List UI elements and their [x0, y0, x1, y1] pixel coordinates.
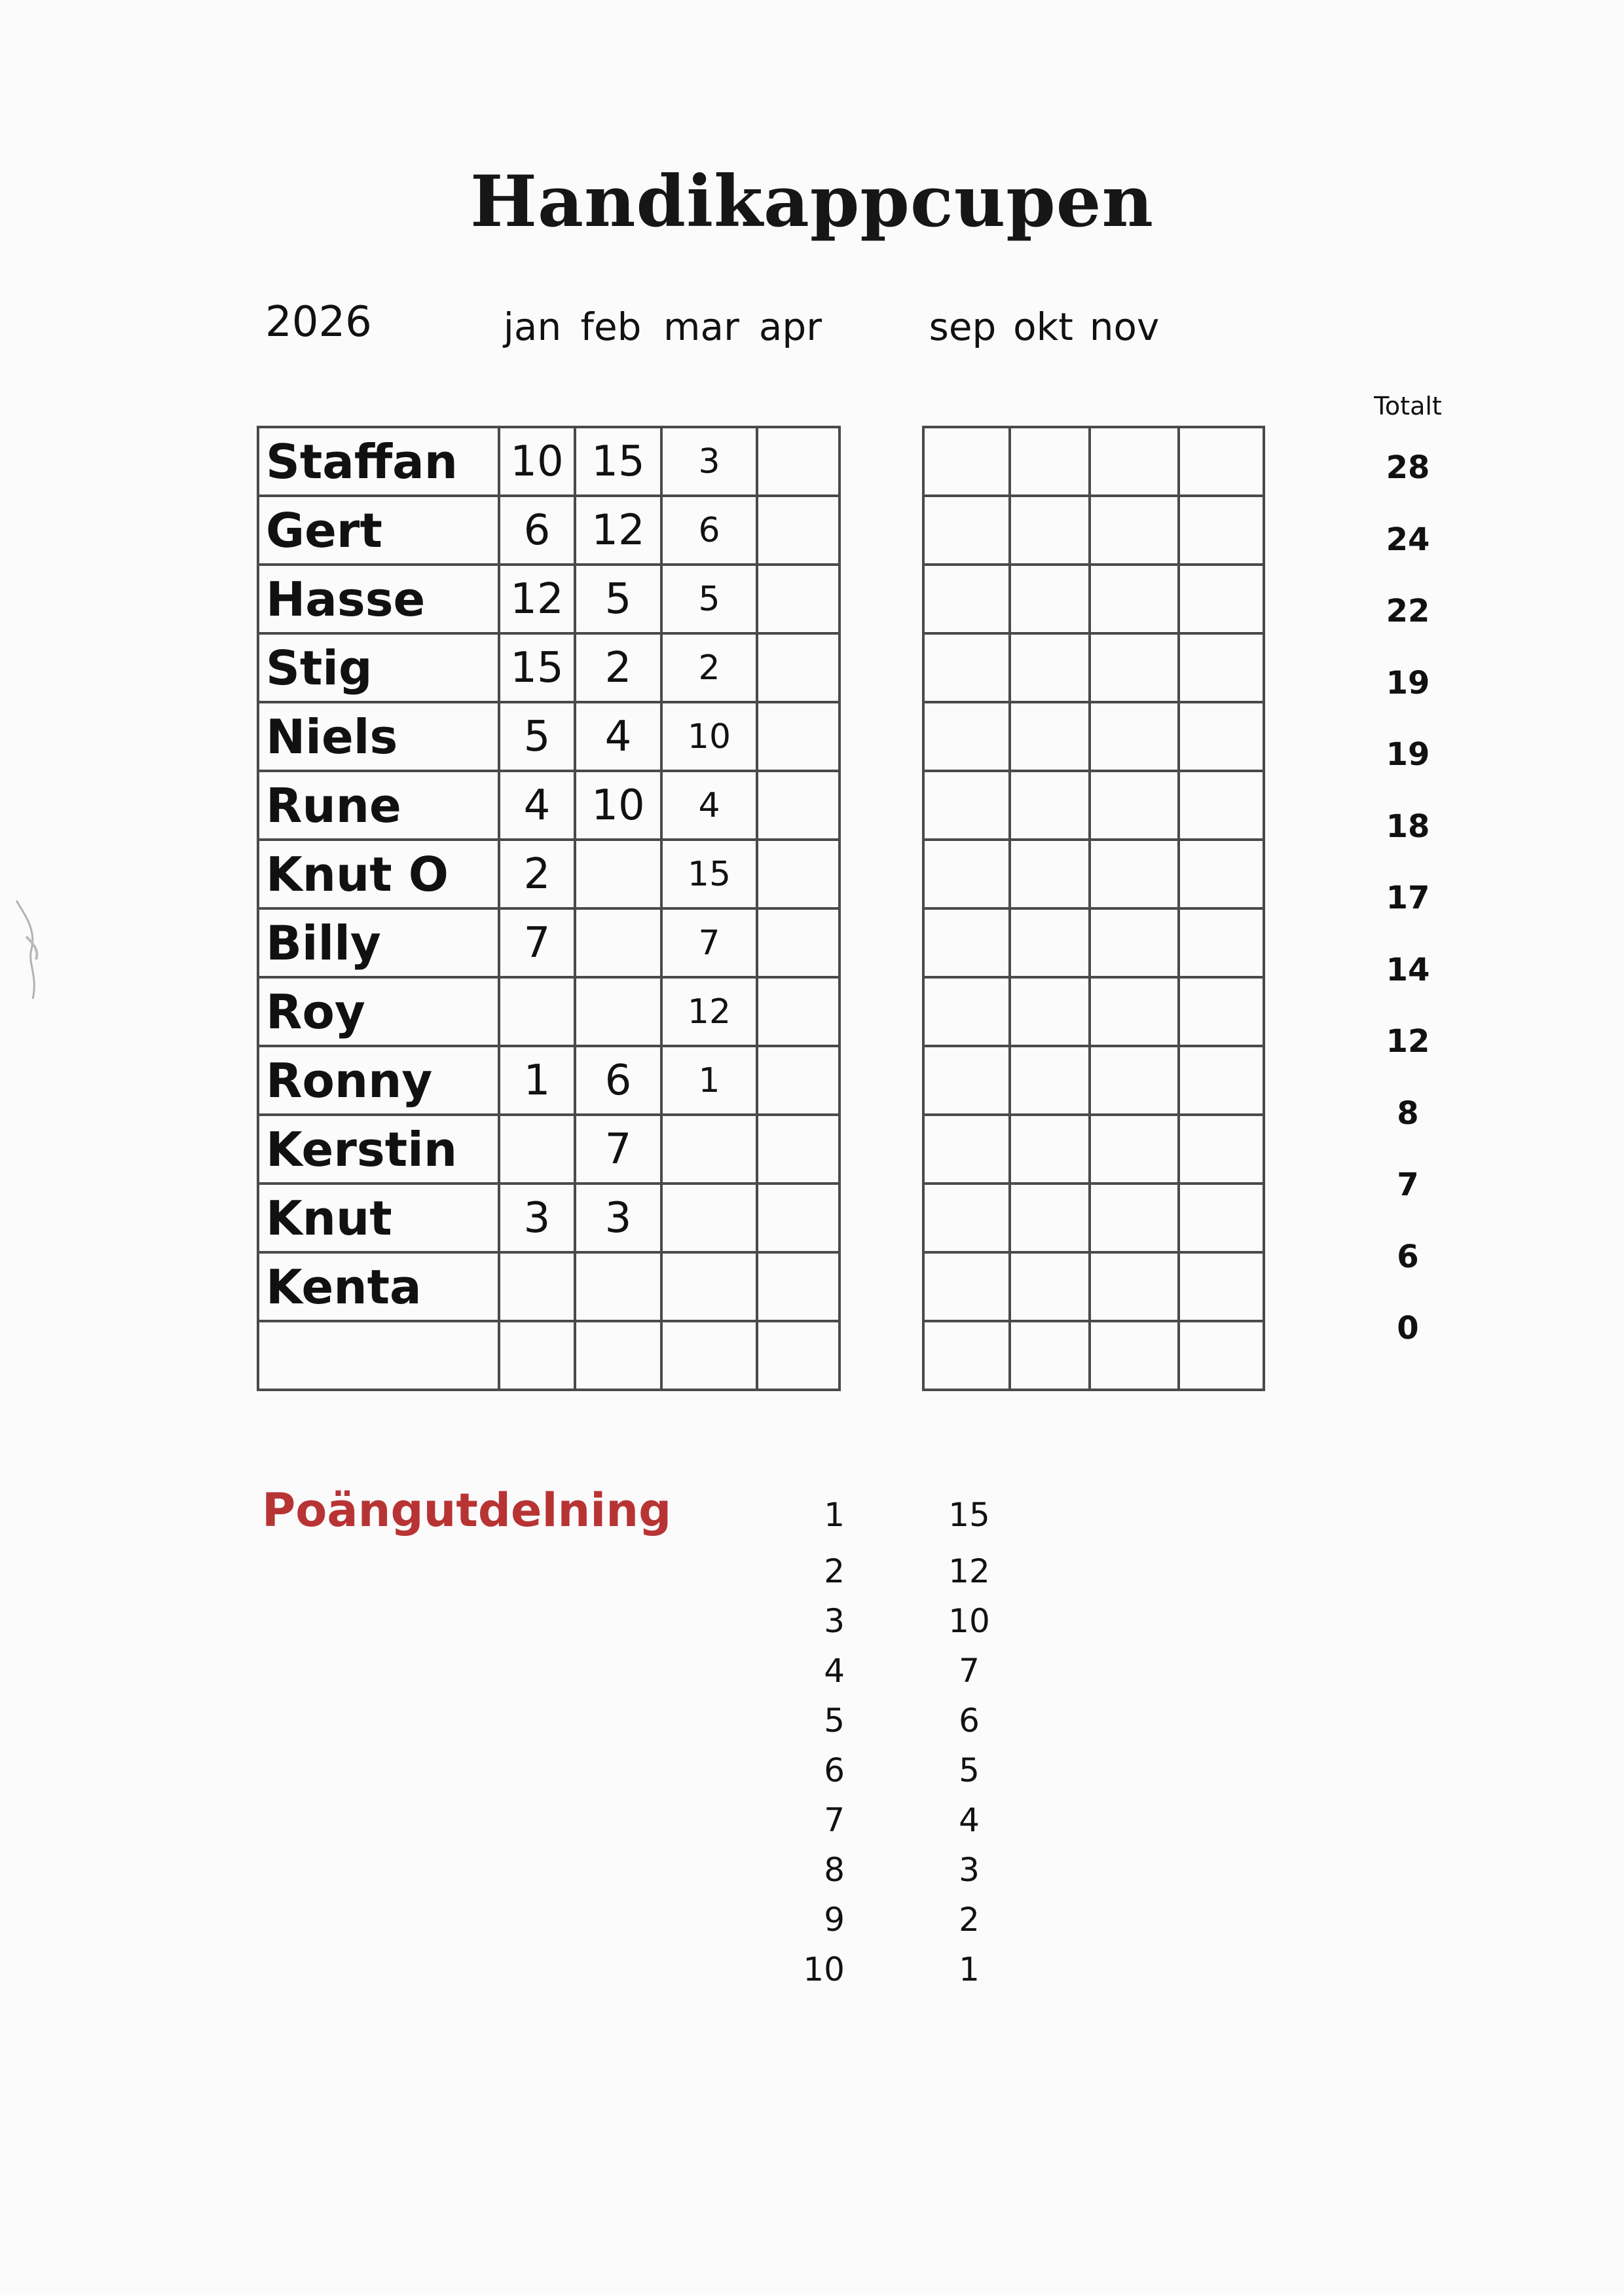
- player-total: 22: [1386, 593, 1430, 629]
- score-jan: 15: [499, 633, 575, 702]
- month-apr: apr: [758, 305, 822, 349]
- player-row: [258, 427, 840, 496]
- autumn-score-cell: [1179, 1115, 1264, 1184]
- autumn-score-cell: [1010, 1046, 1090, 1115]
- autumn-score-cell: [1090, 633, 1179, 702]
- player-total: 28: [1386, 449, 1430, 486]
- score-jan: 10: [499, 427, 575, 496]
- score-apr: [757, 1321, 840, 1390]
- score-table-spring: [257, 426, 841, 1391]
- autumn-score-cell: [1179, 771, 1264, 840]
- points-value: 2: [959, 1901, 980, 1939]
- autumn-score-cell: [923, 840, 1010, 908]
- scan-smudge: [13, 897, 43, 1002]
- player-name: [258, 1321, 499, 1390]
- autumn-score-cell: [1179, 702, 1264, 771]
- points-row: [773, 1895, 1008, 1945]
- totalt-label: Totalt: [1374, 392, 1442, 420]
- place-number: 8: [824, 1851, 845, 1889]
- autumn-score-cell: [1179, 496, 1264, 565]
- autumn-score-cell: [1090, 702, 1179, 771]
- score-jan: 4: [499, 771, 575, 840]
- score-apr: [757, 1115, 840, 1184]
- autumn-row: [923, 496, 1264, 565]
- score-apr: [757, 840, 840, 908]
- place-number: 9: [824, 1901, 845, 1939]
- score-apr: [757, 565, 840, 633]
- autumn-score-cell: [1010, 1321, 1090, 1390]
- autumn-score-cell: [923, 1252, 1010, 1321]
- score-feb: 4: [575, 702, 661, 771]
- place-number: 6: [824, 1751, 845, 1789]
- points-row: [773, 1795, 1008, 1845]
- autumn-score-cell: [1179, 1046, 1264, 1115]
- score-apr: [757, 1252, 840, 1321]
- month-feb: feb: [580, 305, 642, 349]
- autumn-row: [923, 702, 1264, 771]
- autumn-score-cell: [1010, 908, 1090, 977]
- autumn-score-cell: [923, 427, 1010, 496]
- player-row: [258, 771, 840, 840]
- player-name: Knut O: [258, 840, 499, 908]
- place-number: 3: [824, 1602, 845, 1640]
- score-mar: 15: [661, 840, 757, 908]
- score-feb: 15: [575, 427, 661, 496]
- player-total: 0: [1397, 1310, 1419, 1347]
- player-row: [258, 840, 840, 908]
- points-distribution: [773, 1483, 1008, 1994]
- score-mar: 10: [661, 702, 757, 771]
- player-name: Billy: [258, 908, 499, 977]
- score-mar: 5: [661, 565, 757, 633]
- autumn-score-cell: [1010, 1252, 1090, 1321]
- player-row: [258, 1252, 840, 1321]
- score-feb: 5: [575, 565, 661, 633]
- score-jan: [499, 1321, 575, 1390]
- autumn-score-cell: [1179, 840, 1264, 908]
- score-mar: 7: [661, 908, 757, 977]
- autumn-score-cell: [923, 1184, 1010, 1252]
- score-feb: 2: [575, 633, 661, 702]
- score-feb: 3: [575, 1184, 661, 1252]
- points-value: 7: [959, 1652, 980, 1690]
- score-jan: 12: [499, 565, 575, 633]
- autumn-score-cell: [1090, 427, 1179, 496]
- score-mar: [661, 1115, 757, 1184]
- place-number: 1: [824, 1496, 845, 1534]
- autumn-score-cell: [923, 565, 1010, 633]
- points-row: [773, 1483, 1008, 1546]
- autumn-score-cell: [923, 771, 1010, 840]
- score-apr: [757, 908, 840, 977]
- points-value: 15: [948, 1496, 990, 1534]
- autumn-row: [923, 1184, 1264, 1252]
- points-value: 1: [959, 1950, 980, 1988]
- autumn-row: [923, 908, 1264, 977]
- points-value: 6: [959, 1702, 980, 1740]
- place-number: 2: [824, 1552, 845, 1590]
- points-heading: Poängutdelning: [262, 1483, 672, 1537]
- score-apr: [757, 1046, 840, 1115]
- score-jan: 6: [499, 496, 575, 565]
- autumn-row: [923, 771, 1264, 840]
- autumn-row: [923, 565, 1264, 633]
- player-row: [258, 908, 840, 977]
- autumn-score-cell: [923, 908, 1010, 977]
- player-row: [258, 977, 840, 1046]
- score-mar: 6: [661, 496, 757, 565]
- autumn-score-cell: [1090, 565, 1179, 633]
- points-row: [773, 1646, 1008, 1696]
- autumn-score-cell: [923, 977, 1010, 1046]
- player-row: [258, 496, 840, 565]
- autumn-row: [923, 1252, 1264, 1321]
- score-mar: [661, 1184, 757, 1252]
- autumn-score-cell: [1090, 1321, 1179, 1390]
- autumn-score-cell: [1010, 977, 1090, 1046]
- score-apr: [757, 427, 840, 496]
- player-total: 6: [1397, 1238, 1419, 1275]
- autumn-row: [923, 1321, 1264, 1390]
- score-jan: 2: [499, 840, 575, 908]
- score-mar: 2: [661, 633, 757, 702]
- score-feb: 6: [575, 1046, 661, 1115]
- autumn-score-cell: [923, 1115, 1010, 1184]
- player-name: Hasse: [258, 565, 499, 633]
- autumn-score-cell: [1090, 977, 1179, 1046]
- autumn-row: [923, 1115, 1264, 1184]
- points-row: [773, 1745, 1008, 1795]
- autumn-score-cell: [1010, 1115, 1090, 1184]
- autumn-score-cell: [1090, 1252, 1179, 1321]
- score-feb: [575, 908, 661, 977]
- player-total: 14: [1386, 951, 1430, 988]
- player-name: Staffan: [258, 427, 499, 496]
- points-value: 4: [959, 1801, 980, 1839]
- autumn-score-cell: [1179, 1321, 1264, 1390]
- player-name: Roy: [258, 977, 499, 1046]
- place-number: 5: [824, 1702, 845, 1740]
- score-mar: [661, 1252, 757, 1321]
- score-jan: [499, 1252, 575, 1321]
- player-row: [258, 1184, 840, 1252]
- autumn-score-cell: [1010, 565, 1090, 633]
- player-name: Kenta: [258, 1252, 499, 1321]
- score-feb: [575, 1252, 661, 1321]
- score-apr: [757, 633, 840, 702]
- page-title: Handikappcupen: [470, 160, 1154, 243]
- autumn-score-cell: [1090, 1046, 1179, 1115]
- player-total: 8: [1397, 1094, 1419, 1132]
- score-apr: [757, 771, 840, 840]
- autumn-score-cell: [1090, 840, 1179, 908]
- autumn-score-cell: [923, 496, 1010, 565]
- player-name: Stig: [258, 633, 499, 702]
- autumn-score-cell: [1010, 633, 1090, 702]
- autumn-score-cell: [923, 702, 1010, 771]
- score-feb: 10: [575, 771, 661, 840]
- player-total: 19: [1386, 736, 1430, 773]
- player-row: [258, 1115, 840, 1184]
- score-feb: 12: [575, 496, 661, 565]
- autumn-row: [923, 840, 1264, 908]
- autumn-score-cell: [1090, 908, 1179, 977]
- player-name: Gert: [258, 496, 499, 565]
- score-feb: [575, 1321, 661, 1390]
- autumn-score-cell: [1090, 771, 1179, 840]
- points-value: 3: [959, 1851, 980, 1889]
- player-total: 24: [1386, 521, 1430, 558]
- autumn-score-cell: [1010, 427, 1090, 496]
- points-row: [773, 1546, 1008, 1596]
- points-value: 5: [959, 1751, 980, 1789]
- autumn-score-cell: [1179, 977, 1264, 1046]
- autumn-score-cell: [1179, 1252, 1264, 1321]
- player-row: [258, 565, 840, 633]
- score-jan: 3: [499, 1184, 575, 1252]
- points-row: [773, 1696, 1008, 1745]
- player-row: [258, 633, 840, 702]
- points-row: [773, 1945, 1008, 1994]
- month-mar: mar: [663, 305, 739, 349]
- score-jan: 1: [499, 1046, 575, 1115]
- totals-column: [1369, 432, 1447, 1436]
- player-row: [258, 702, 840, 771]
- score-table-autumn: [922, 426, 1265, 1391]
- autumn-score-cell: [1090, 1115, 1179, 1184]
- place-number: 4: [824, 1652, 845, 1690]
- autumn-score-cell: [923, 633, 1010, 702]
- autumn-row: [923, 977, 1264, 1046]
- player-total: 17: [1386, 880, 1430, 916]
- player-name: Ronny: [258, 1046, 499, 1115]
- year-label: 2026: [265, 298, 372, 346]
- score-feb: 7: [575, 1115, 661, 1184]
- autumn-score-cell: [1010, 771, 1090, 840]
- month-jan: jan: [503, 305, 562, 349]
- score-apr: [757, 977, 840, 1046]
- autumn-row: [923, 1046, 1264, 1115]
- score-feb: [575, 977, 661, 1046]
- score-jan: 5: [499, 702, 575, 771]
- score-jan: [499, 1115, 575, 1184]
- autumn-score-cell: [1179, 633, 1264, 702]
- autumn-score-cell: [1179, 565, 1264, 633]
- score-jan: [499, 977, 575, 1046]
- player-total: 12: [1386, 1023, 1430, 1060]
- score-mar: 12: [661, 977, 757, 1046]
- autumn-score-cell: [1010, 840, 1090, 908]
- autumn-score-cell: [923, 1046, 1010, 1115]
- score-feb: [575, 840, 661, 908]
- place-number: 10: [803, 1950, 845, 1988]
- player-name: Knut: [258, 1184, 499, 1252]
- autumn-score-cell: [1179, 908, 1264, 977]
- autumn-score-cell: [1179, 1184, 1264, 1252]
- points-row: [773, 1845, 1008, 1895]
- autumn-row: [923, 427, 1264, 496]
- month-sep: sep: [929, 305, 997, 349]
- points-value: 12: [948, 1552, 990, 1590]
- player-name: Niels: [258, 702, 499, 771]
- score-mar: 4: [661, 771, 757, 840]
- player-row: [258, 1046, 840, 1115]
- score-mar: 3: [661, 427, 757, 496]
- autumn-score-cell: [1010, 1184, 1090, 1252]
- points-value: 10: [948, 1602, 990, 1640]
- player-total: [1369, 1365, 1447, 1437]
- place-number: 7: [824, 1801, 845, 1839]
- autumn-score-cell: [1090, 496, 1179, 565]
- score-mar: [661, 1321, 757, 1390]
- points-row: [773, 1596, 1008, 1646]
- score-apr: [757, 1184, 840, 1252]
- autumn-row: [923, 633, 1264, 702]
- player-total: 7: [1397, 1166, 1419, 1203]
- score-apr: [757, 496, 840, 565]
- autumn-score-cell: [1090, 1184, 1179, 1252]
- player-name: Kerstin: [258, 1115, 499, 1184]
- autumn-score-cell: [1010, 702, 1090, 771]
- score-mar: 1: [661, 1046, 757, 1115]
- player-total: 18: [1386, 808, 1430, 845]
- player-row: [258, 1321, 840, 1390]
- autumn-score-cell: [923, 1321, 1010, 1390]
- player-name: Rune: [258, 771, 499, 840]
- month-nov: nov: [1089, 305, 1160, 349]
- player-total: 19: [1386, 664, 1430, 701]
- month-okt: okt: [1013, 305, 1073, 349]
- autumn-score-cell: [1010, 496, 1090, 565]
- autumn-score-cell: [1179, 427, 1264, 496]
- score-jan: 7: [499, 908, 575, 977]
- score-apr: [757, 702, 840, 771]
